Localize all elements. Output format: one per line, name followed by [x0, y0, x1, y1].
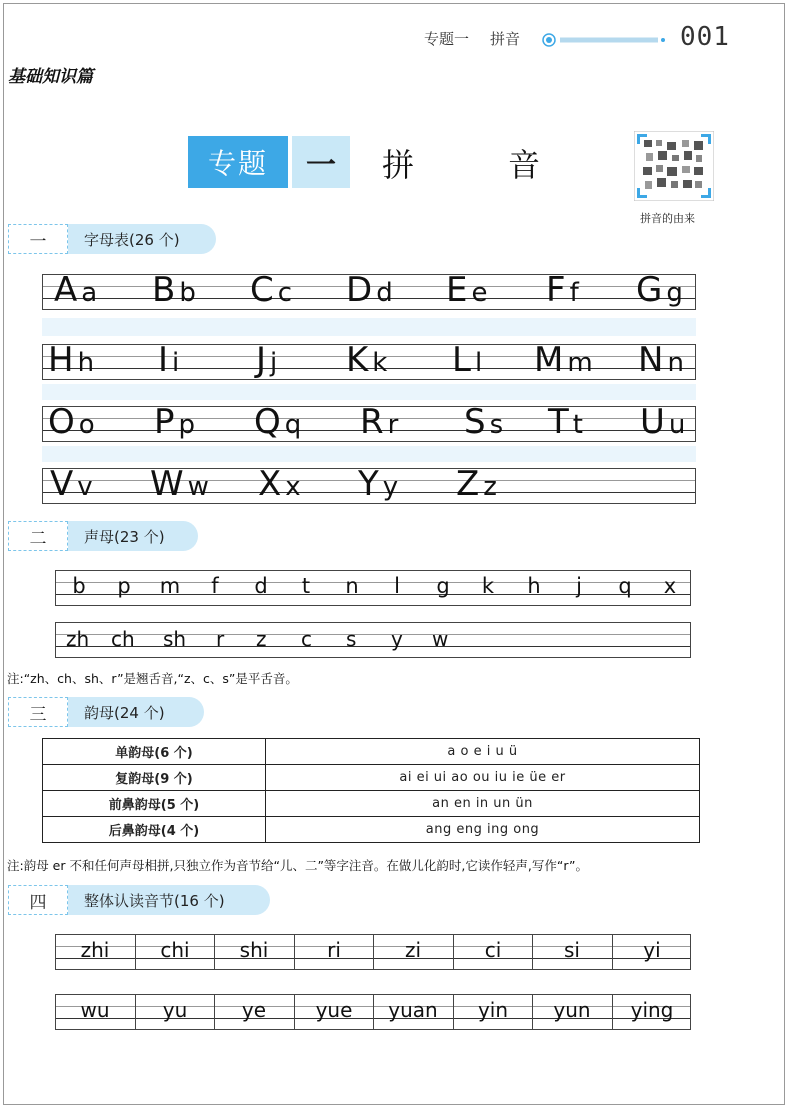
section-2-label: 声母(23 个) [68, 521, 198, 551]
initial: s [346, 627, 357, 651]
alphabet-letter: L l [452, 340, 483, 380]
initial: f [211, 574, 219, 598]
band [42, 446, 696, 462]
alphabet-letter: S s [464, 402, 504, 442]
band [42, 384, 696, 400]
finals-category: 复韵母(9 个) [43, 765, 266, 791]
table-row [43, 791, 700, 817]
syllable: yun [553, 998, 591, 1022]
initial: h [527, 574, 541, 598]
initial: k [481, 574, 495, 598]
initial: m [159, 574, 181, 598]
note-initials: 注:“zh、ch、sh、r”是翘舌音,“z、c、s”是平舌音。 [7, 671, 298, 686]
alphabet-letter: R r [360, 402, 399, 442]
initials-grid-row-1 [55, 570, 691, 606]
section-3-label: 韵母(24 个) [68, 697, 204, 727]
page-number: 001 [680, 22, 730, 52]
finals-values: an en in un ün [266, 791, 700, 817]
title-word-2: 音 [508, 146, 541, 184]
syllable: chi [160, 938, 190, 962]
finals-table [42, 738, 700, 843]
header-topic: 拼音 [490, 30, 521, 48]
finals-values: ai ei ui ao ou iu ie üe er [266, 765, 700, 791]
table-row [43, 765, 700, 791]
section-4-label: 整体认读音节(16 个) [68, 885, 270, 915]
syllable: ying [630, 998, 674, 1022]
initial: r [216, 627, 225, 651]
initial: x [663, 574, 677, 598]
qr-code-icon[interactable] [634, 131, 714, 201]
finals-category: 单韵母(6 个) [43, 739, 266, 765]
alphabet-letter: J j [256, 340, 278, 380]
section-2-number: 二 [8, 521, 68, 551]
alphabet-letter: N n [638, 340, 684, 380]
initial: j [576, 574, 582, 598]
syllable: yuan [388, 998, 438, 1022]
syllable: yi [643, 938, 661, 962]
alphabet-letter: Y y [358, 464, 399, 504]
initial: b [72, 574, 86, 598]
alphabet-letter: W w [150, 464, 209, 504]
alphabet-letter: M m [534, 340, 593, 380]
title-number: 一 [292, 136, 350, 188]
syllable: yue [315, 998, 353, 1022]
section-1-label: 字母表(26 个) [68, 224, 216, 254]
initial: w [432, 627, 449, 651]
band [42, 318, 696, 336]
alphabet-letter: A a [54, 270, 98, 310]
note-finals: 注:韵母 er 不和任何声母相拼,只独立作为音节给“儿、二”等字注音。在做儿化韵时,它读作轻声,写作“r”。 [7, 858, 588, 873]
alphabet-letter: X x [258, 464, 301, 504]
initial: q [618, 574, 632, 598]
initial: t [301, 574, 311, 598]
finals-category: 前鼻韵母(5 个) [43, 791, 266, 817]
initials-grid-row-2 [55, 622, 691, 658]
syllable: ci [484, 938, 502, 962]
syllable: zhi [80, 938, 110, 962]
sidebar-label: 基础知识篇 [8, 67, 93, 87]
initial: l [394, 574, 400, 598]
finals-values: ang eng ing ong [266, 817, 700, 843]
initial: d [254, 574, 268, 598]
alphabet-letter: P p [154, 402, 196, 442]
initial: zh [66, 627, 90, 651]
table-row [43, 817, 700, 843]
alphabet-letter: C c [250, 270, 293, 310]
initial: g [436, 574, 450, 598]
title-word-1: 拼 [382, 146, 415, 184]
alphabet-letter: V v [50, 464, 93, 504]
alphabet-letter: F f [546, 270, 579, 310]
alphabet-letter: E e [446, 270, 488, 310]
syllable: ri [327, 938, 341, 962]
section-1-number: 一 [8, 224, 68, 254]
alphabet-letter: U u [640, 402, 686, 442]
alphabet-letter: G g [636, 270, 683, 310]
header-chapter: 专题一 [424, 30, 470, 48]
initial: c [301, 627, 312, 651]
syllable: yin [477, 998, 509, 1022]
initial: ch [111, 627, 135, 651]
alphabet-letter: O o [48, 402, 95, 442]
syllable: wu [80, 998, 110, 1022]
title-badge: 专题 [188, 136, 288, 188]
syllable: si [564, 938, 580, 962]
alphabet-letter: K k [346, 340, 388, 380]
alphabet-letter: B b [152, 270, 196, 310]
header-decoration-icon [542, 33, 666, 47]
alphabet-letter: H h [48, 340, 95, 380]
initial: y [391, 627, 403, 651]
syllable: zi [404, 938, 422, 962]
section-3-number: 三 [8, 697, 68, 727]
alphabet-letter: Z z [456, 464, 497, 504]
finals-values: a o e i u ü [266, 739, 700, 765]
table-row [43, 739, 700, 765]
alphabet-letter: Q q [254, 402, 302, 442]
syllable: yu [162, 998, 188, 1022]
initial: z [256, 627, 267, 651]
syllable: ye [241, 998, 267, 1022]
qr-caption: 拼音的由来 [640, 212, 695, 225]
alphabet-letter: D d [346, 270, 393, 310]
section-4-number: 四 [8, 885, 68, 915]
syllable: shi [239, 938, 269, 962]
alphabet-letter: T t [548, 402, 583, 442]
alphabet-letter: I i [158, 340, 180, 380]
initial: p [117, 574, 131, 598]
initial: sh [163, 627, 187, 651]
initial: n [345, 574, 359, 598]
finals-category: 后鼻韵母(4 个) [43, 817, 266, 843]
